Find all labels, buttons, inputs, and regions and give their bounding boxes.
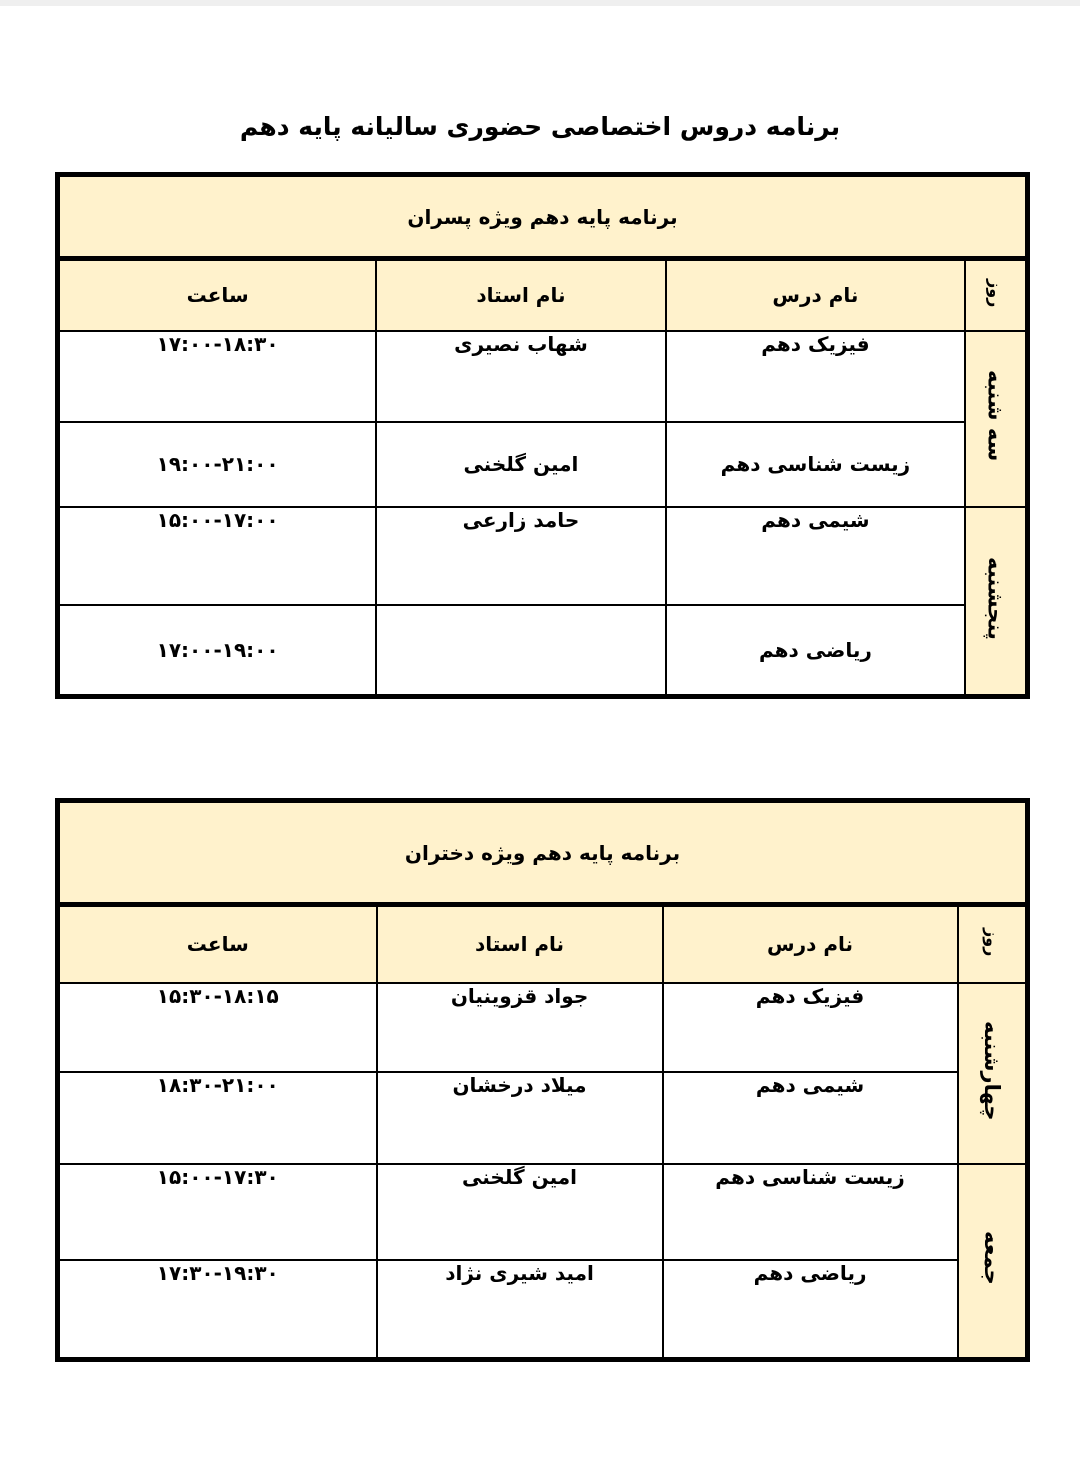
table-row — [58, 1164, 1028, 1260]
teacher-cell: میلاد درخشان — [377, 1072, 663, 1164]
girls-schedule-table — [55, 798, 1030, 1362]
time-cell: ۱۷:۳۰-۱۹:۳۰ — [58, 1260, 377, 1360]
course-cell: شیمی دهم — [666, 507, 966, 605]
teacher-cell: امین گلخنی — [377, 1164, 663, 1260]
course-cell: شیمی دهم — [663, 1072, 958, 1164]
boys-table-title: برنامه پایه دهم ویژه پسران — [58, 175, 1028, 259]
header-day: روز — [965, 259, 1027, 331]
day-cell: جمعه — [958, 1164, 1028, 1360]
boys-schedule-table — [55, 172, 1030, 699]
course-cell: فیزیک دهم — [666, 331, 966, 422]
course-cell: ریاضی دهم — [666, 605, 966, 697]
header-teacher: نام استاد — [377, 905, 663, 983]
header-time: ساعت — [58, 259, 377, 331]
teacher-cell — [376, 605, 665, 697]
day-cell: پنجشنبه — [965, 507, 1027, 697]
time-cell: ۱۹:۰۰-۲۱:۰۰ — [58, 422, 377, 507]
time-cell: ۱۷:۰۰-۱۹:۰۰ — [58, 605, 377, 697]
header-day: روز — [958, 905, 1028, 983]
course-cell: زیست شناسی دهم — [666, 422, 966, 507]
header-course: نام درس — [666, 259, 966, 331]
course-cell: زیست شناسی دهم — [663, 1164, 958, 1260]
time-cell: ۱۵:۰۰-۱۷:۳۰ — [58, 1164, 377, 1260]
time-cell: ۱۸:۳۰-۲۱:۰۰ — [58, 1072, 377, 1164]
header-time: ساعت — [58, 905, 377, 983]
table-row — [58, 331, 1028, 422]
teacher-cell: جواد قزوینیان — [377, 983, 663, 1072]
table-row — [58, 507, 1028, 605]
teacher-cell: شهاب نصیری — [376, 331, 665, 422]
day-cell: سه شنبه — [965, 331, 1027, 507]
girls-table-title: برنامه پایه دهم ویژه دختران — [58, 801, 1028, 905]
time-cell: ۱۷:۰۰-۱۸:۳۰ — [58, 331, 377, 422]
table-row — [58, 1260, 1028, 1360]
page-title: برنامه دروس اختصاصی حضوری سالیانه پایه دهم — [239, 112, 841, 141]
table-row — [58, 1072, 1028, 1164]
table-row — [58, 983, 1028, 1072]
table-row — [58, 605, 1028, 697]
course-cell: فیزیک دهم — [663, 983, 958, 1072]
table-row — [58, 422, 1028, 507]
teacher-cell: امین گلخنی — [376, 422, 665, 507]
header-teacher: نام استاد — [376, 259, 665, 331]
header-course: نام درس — [663, 905, 958, 983]
day-cell: چهارشنبه — [958, 983, 1028, 1164]
teacher-cell: امید شیری نژاد — [377, 1260, 663, 1360]
course-cell: ریاضی دهم — [663, 1260, 958, 1360]
time-cell: ۱۵:۳۰-۱۸:۱۵ — [58, 983, 377, 1072]
top-bar — [0, 0, 1080, 6]
time-cell: ۱۵:۰۰-۱۷:۰۰ — [58, 507, 377, 605]
teacher-cell: حامد زارعی — [376, 507, 665, 605]
